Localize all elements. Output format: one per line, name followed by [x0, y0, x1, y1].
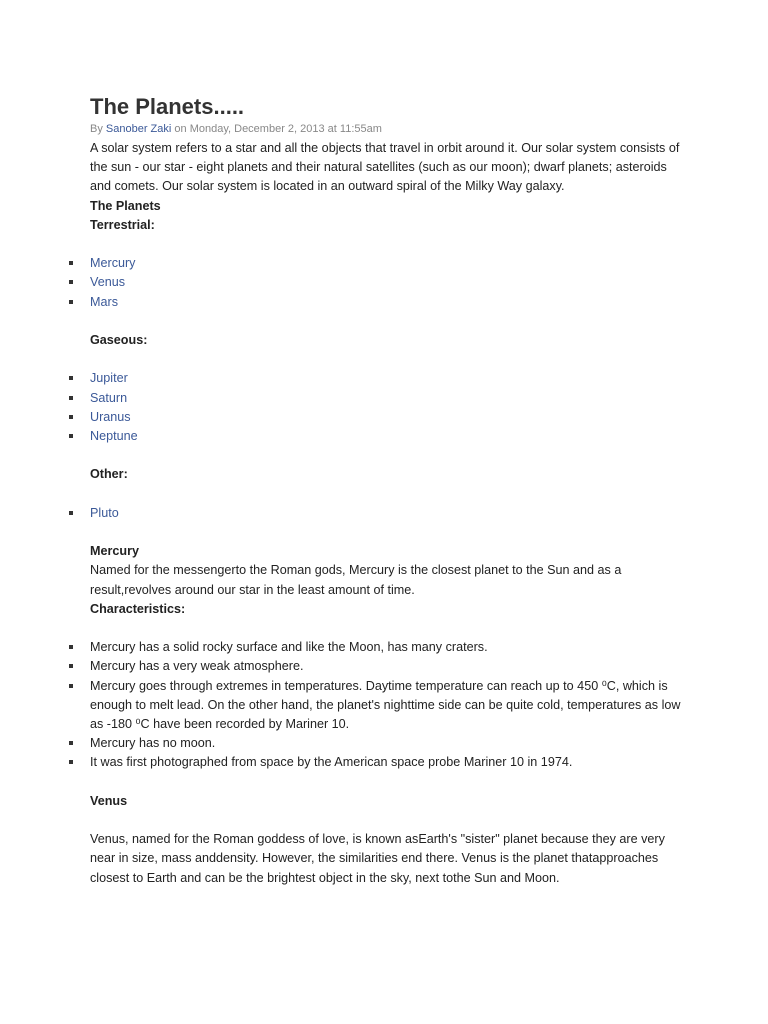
- terrestrial-list: [90, 254, 690, 312]
- planet-link-venus[interactable]: Venus: [90, 275, 126, 290]
- list-item: [90, 408, 690, 427]
- planet-link-saturn[interactable]: Saturn: [90, 390, 128, 405]
- spacer: [90, 811, 690, 830]
- gaseous-heading: Gaseous:: [90, 333, 148, 347]
- list-item: [90, 504, 690, 523]
- planet-link-neptune[interactable]: Neptune: [90, 429, 138, 443]
- mercury-heading: Mercury: [90, 544, 139, 559]
- byline: [90, 121, 690, 137]
- list-item: [90, 293, 690, 312]
- planet-link-uranus[interactable]: Uranus: [90, 409, 131, 424]
- list-item: Mercury goes through extremes in temperatures. Daytime temperature can reach up to 450 ⁰C, which is enough to melt lead. On the other hand, the planet's nighttime side can be quite cold, temperatures as low as -180 ⁰C have been recorded by Mariner 10.: [90, 677, 690, 735]
- list-item: [90, 369, 690, 388]
- characteristics-list: [90, 638, 690, 772]
- list-item: [90, 254, 690, 273]
- article: [90, 93, 690, 888]
- spacer: [90, 523, 690, 542]
- venus-paragraph: Venus, named for the Roman goddess of love, is known asEarth's "sister" planet because they are very near in size, mass anddensity. However, the similarities end there. Venus is the planet thatapproaches closest to Earth and can be the brightest object in the sky, next tothe Sun and Moon.: [90, 832, 665, 885]
- author-link[interactable]: Sanober Zaki: [105, 123, 172, 135]
- mercury-paragraph: Named for the messengerto the Roman gods, Mercury is the closest planet to the Sun and as a result,revolves around our star in the least amount of time.: [90, 563, 622, 597]
- spacer: [90, 485, 690, 504]
- list-item: Mercury has no moon.: [90, 734, 690, 753]
- planet-link-jupiter[interactable]: Jupiter: [90, 371, 128, 386]
- byline-prefix: By: [90, 123, 106, 135]
- planet-link-pluto[interactable]: Pluto: [90, 505, 119, 520]
- list-item: Mercury has a very weak atmosphere.: [90, 657, 690, 676]
- spacer: [90, 312, 690, 331]
- spacer: [90, 446, 690, 465]
- planet-link-mars[interactable]: Mars: [90, 294, 118, 309]
- gaseous-list: [90, 369, 690, 446]
- list-item: [90, 273, 690, 292]
- intro-paragraph: A solar system refers to a star and all the objects that travel in orbit around it. Our solar system consists of the sun - our star - eight planets and their natural satellites (such as our moon); dwarf planets; asteroids and comets. Our solar system is located in an outward spiral of the Milky Way galaxy.: [90, 141, 680, 194]
- list-item: Mercury has a solid rocky surface and like the Moon, has many craters.: [90, 638, 690, 657]
- terrestrial-heading: Terrestrial:: [90, 217, 155, 232]
- planets-heading: The Planets: [90, 198, 161, 213]
- list-item: [90, 389, 690, 408]
- spacer: [90, 773, 690, 792]
- other-list: [90, 504, 690, 523]
- spacer: [90, 235, 690, 254]
- planet-link-mercury[interactable]: Mercury: [90, 256, 136, 271]
- list-item: It was first photographed from space by the American space probe Mariner 10 in 1974.: [90, 753, 690, 772]
- list-item: [90, 427, 690, 446]
- spacer: [90, 619, 690, 638]
- other-heading: Other:: [90, 467, 128, 482]
- byline-date: on Monday, December 2, 2013 at 11:55am: [171, 123, 382, 135]
- venus-heading: Venus: [90, 793, 128, 808]
- characteristics-heading: Characteristics:: [90, 601, 186, 616]
- spacer: [90, 350, 690, 369]
- page-title: The Planets.....: [90, 94, 245, 119]
